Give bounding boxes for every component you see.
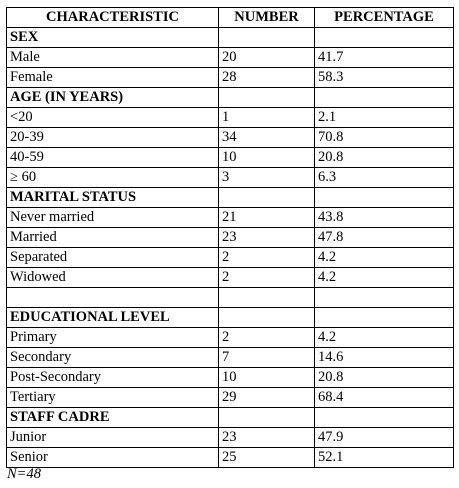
row-label: Separated	[7, 248, 219, 268]
row-percentage: 4.2	[315, 248, 454, 268]
row-label: Never married	[7, 208, 219, 228]
header-row	[7, 8, 454, 28]
row-percentage: 2.1	[315, 108, 454, 128]
row-percentage: 68.4	[315, 388, 454, 408]
row-number: 7	[219, 348, 315, 368]
empty-cell	[315, 408, 454, 428]
row-number: 2	[219, 268, 315, 288]
row-label: Married	[7, 228, 219, 248]
header-percentage: PERCENTAGE	[315, 8, 454, 28]
row-number: 10	[219, 148, 315, 168]
table-row	[7, 68, 454, 88]
row-number: 34	[219, 128, 315, 148]
row-number: 10	[219, 368, 315, 388]
table-row	[7, 268, 454, 288]
row-percentage: 58.3	[315, 68, 454, 88]
empty-cell	[219, 408, 315, 428]
row-number: 29	[219, 388, 315, 408]
row-number: 2	[219, 328, 315, 348]
table-row	[7, 128, 454, 148]
row-label: Senior	[7, 448, 219, 468]
table-row	[7, 228, 454, 248]
section-label: STAFF CADRE	[7, 408, 219, 428]
section-row	[7, 28, 454, 48]
row-label: Post-Secondary	[7, 368, 219, 388]
row-percentage: 52.1	[315, 448, 454, 468]
row-number: 1	[219, 108, 315, 128]
table-body	[7, 28, 454, 468]
section-row	[7, 308, 454, 328]
row-number: 23	[219, 228, 315, 248]
row-percentage: 14.6	[315, 348, 454, 368]
blank-row	[7, 288, 454, 308]
empty-cell	[219, 308, 315, 328]
table-row	[7, 108, 454, 128]
empty-cell	[219, 28, 315, 48]
table-row	[7, 148, 454, 168]
table-row	[7, 388, 454, 408]
empty-cell	[315, 28, 454, 48]
row-number: 23	[219, 428, 315, 448]
row-label: Widowed	[7, 268, 219, 288]
empty-cell	[219, 288, 315, 308]
table-row	[7, 208, 454, 228]
row-label: 20-39	[7, 128, 219, 148]
row-label: 40-59	[7, 148, 219, 168]
row-percentage: 47.8	[315, 228, 454, 248]
section-label: EDUCATIONAL LEVEL	[7, 308, 219, 328]
empty-cell	[315, 288, 454, 308]
row-number: 28	[219, 68, 315, 88]
empty-cell	[315, 308, 454, 328]
table-row	[7, 348, 454, 368]
row-number: 25	[219, 448, 315, 468]
table-row	[7, 168, 454, 188]
row-number: 3	[219, 168, 315, 188]
row-percentage: 4.2	[315, 268, 454, 288]
row-label: Secondary	[7, 348, 219, 368]
header-number: NUMBER	[219, 8, 315, 28]
row-number: 20	[219, 48, 315, 68]
table-row	[7, 368, 454, 388]
section-label: SEX	[7, 28, 219, 48]
row-percentage: 20.8	[315, 368, 454, 388]
table-row	[7, 248, 454, 268]
row-percentage: 4.2	[315, 328, 454, 348]
row-label: Male	[7, 48, 219, 68]
section-row	[7, 408, 454, 428]
empty-cell	[315, 88, 454, 108]
section-row	[7, 88, 454, 108]
row-label: Primary	[7, 328, 219, 348]
table-row	[7, 328, 454, 348]
row-label: ≥ 60	[7, 168, 219, 188]
empty-cell	[219, 188, 315, 208]
row-label: Tertiary	[7, 388, 219, 408]
row-percentage: 70.8	[315, 128, 454, 148]
empty-cell	[7, 288, 219, 308]
row-percentage: 20.8	[315, 148, 454, 168]
row-number: 2	[219, 248, 315, 268]
row-percentage: 43.8	[315, 208, 454, 228]
row-percentage: 41.7	[315, 48, 454, 68]
characteristics-table	[6, 7, 454, 468]
section-label: MARITAL STATUS	[7, 188, 219, 208]
row-percentage: 47.9	[315, 428, 454, 448]
sample-size-note: N=48	[7, 466, 41, 482]
table-row	[7, 428, 454, 448]
row-number: 21	[219, 208, 315, 228]
row-label: Female	[7, 68, 219, 88]
row-label: <20	[7, 108, 219, 128]
table-row	[7, 448, 454, 468]
header-characteristic: CHARACTERISTIC	[7, 8, 219, 28]
table-row	[7, 48, 454, 68]
row-percentage: 6.3	[315, 168, 454, 188]
row-label: Junior	[7, 428, 219, 448]
empty-cell	[219, 88, 315, 108]
section-row	[7, 188, 454, 208]
section-label: AGE (IN YEARS)	[7, 88, 219, 108]
empty-cell	[315, 188, 454, 208]
